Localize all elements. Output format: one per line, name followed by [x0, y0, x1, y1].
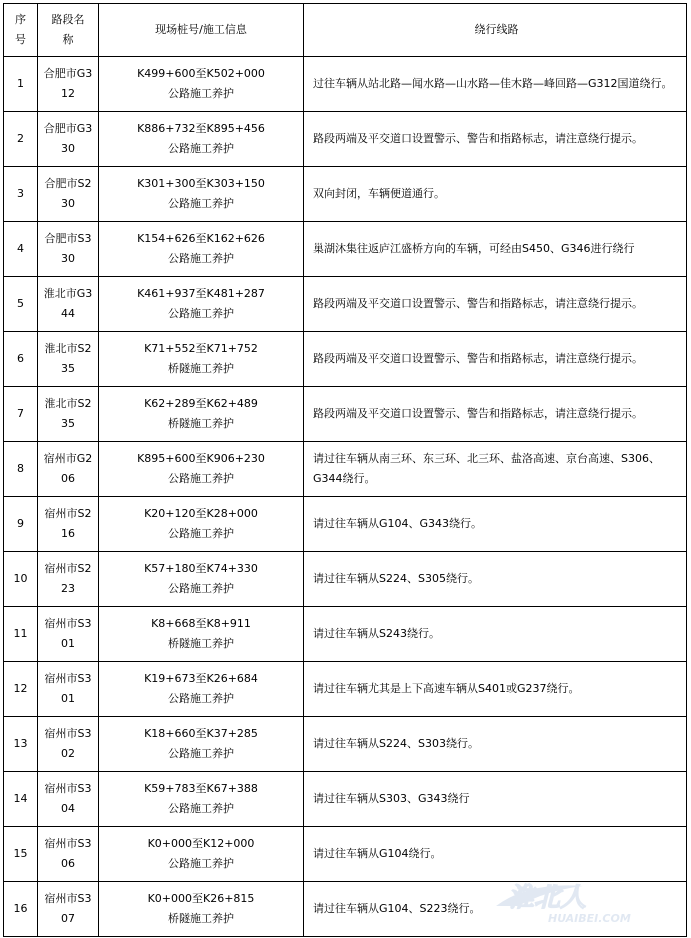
work-type: 公路施工养护 — [168, 472, 234, 485]
road-name — [38, 772, 99, 827]
header-no — [4, 4, 38, 57]
row-no: 1 — [4, 57, 38, 112]
work-type: 公路施工养护 — [168, 692, 234, 705]
stake-range: K62+289至K62+489 — [144, 397, 258, 410]
construction-info — [99, 882, 304, 937]
table-row — [4, 222, 687, 277]
road-name-line-1: 宿州市S3 — [44, 727, 92, 740]
table-row — [4, 882, 687, 937]
construction-info — [99, 717, 304, 772]
road-name — [38, 277, 99, 332]
detour-route: 请过往车辆尤其是上下高速车辆从S401或G237绕行。 — [304, 662, 687, 717]
row-no: 13 — [4, 717, 38, 772]
table-row — [4, 497, 687, 552]
table-row — [4, 277, 687, 332]
road-name — [38, 882, 99, 937]
road-name-line-1: 合肥市S2 — [44, 177, 92, 190]
detour-route: 路段两端及平交道口设置警示、警告和指路标志，请注意绕行提示。 — [304, 387, 687, 442]
construction-info — [99, 222, 304, 277]
road-name-line-2: 01 — [61, 692, 75, 705]
table-row — [4, 717, 687, 772]
road-name — [38, 497, 99, 552]
detour-route: 过往车辆从站北路—闻水路—山水路—佳木路—峰回路—G312国道绕行。 — [304, 57, 687, 112]
road-name-line-2: 35 — [61, 362, 75, 375]
stake-range: K59+783至K67+388 — [144, 782, 258, 795]
header-name — [38, 4, 99, 57]
detour-route: 请过往车辆从G104、S223绕行。 — [304, 882, 687, 937]
road-name-line-2: 06 — [61, 857, 75, 870]
table-row — [4, 387, 687, 442]
road-name-line-1: 宿州市S3 — [44, 617, 92, 630]
stake-range: K461+937至K481+287 — [137, 287, 265, 300]
table-row — [4, 442, 687, 497]
work-type: 公路施工养护 — [168, 582, 234, 595]
road-name-line-1: 宿州市S3 — [44, 782, 92, 795]
road-name-line-2: 30 — [61, 142, 75, 155]
row-no: 9 — [4, 497, 38, 552]
header-row — [4, 4, 687, 57]
table-row — [4, 167, 687, 222]
road-name-line-2: 02 — [61, 747, 75, 760]
row-no: 6 — [4, 332, 38, 387]
stake-range: K0+000至K12+000 — [147, 837, 255, 850]
work-type: 公路施工养护 — [168, 527, 234, 540]
detour-route: 路段两端及平交道口设置警示、警告和指路标志，请注意绕行提示。 — [304, 277, 687, 332]
table-row — [4, 112, 687, 167]
road-name-line-2: 16 — [61, 527, 75, 540]
stake-range: K20+120至K28+000 — [144, 507, 258, 520]
stake-range: K154+626至K162+626 — [137, 232, 265, 245]
road-name-line-1: 宿州市S3 — [44, 837, 92, 850]
road-name-line-2: 30 — [61, 197, 75, 210]
detour-route: 双向封闭，车辆便道通行。 — [304, 167, 687, 222]
table-row — [4, 332, 687, 387]
table-row — [4, 662, 687, 717]
construction-info — [99, 607, 304, 662]
road-name — [38, 332, 99, 387]
stake-range: K0+000至K26+815 — [147, 892, 255, 905]
construction-info — [99, 112, 304, 167]
work-type: 桥隧施工养护 — [168, 417, 234, 430]
road-name — [38, 552, 99, 607]
row-no: 15 — [4, 827, 38, 882]
construction-info — [99, 442, 304, 497]
work-type: 桥隧施工养护 — [168, 637, 234, 650]
road-name-line-2: 01 — [61, 637, 75, 650]
road-name-line-2: 04 — [61, 802, 75, 815]
work-type: 公路施工养护 — [168, 87, 234, 100]
row-no: 3 — [4, 167, 38, 222]
work-type: 桥隧施工养护 — [168, 362, 234, 375]
road-name-line-1: 淮北市S2 — [44, 397, 92, 410]
table-row — [4, 772, 687, 827]
row-no: 8 — [4, 442, 38, 497]
construction-info — [99, 332, 304, 387]
road-name-line-1: 宿州市S2 — [44, 562, 92, 575]
road-name — [38, 112, 99, 167]
detour-route: 请过往车辆从S224、S303绕行。 — [304, 717, 687, 772]
header-no-line-1: 序 — [15, 13, 26, 26]
road-name-line-2: 06 — [61, 472, 75, 485]
row-no: 14 — [4, 772, 38, 827]
road-name-line-1: 合肥市G3 — [43, 122, 93, 135]
construction-info — [99, 552, 304, 607]
detour-route: 请过往车辆从S243绕行。 — [304, 607, 687, 662]
road-name-line-1: 淮北市S2 — [44, 342, 92, 355]
road-name — [38, 167, 99, 222]
header-name-line-1: 路段名 — [51, 13, 85, 26]
work-type: 桥隧施工养护 — [168, 912, 234, 925]
detour-route: 请过往车辆从S303、G343绕行 — [304, 772, 687, 827]
construction-info — [99, 497, 304, 552]
table-row — [4, 827, 687, 882]
stake-range: K19+673至K26+684 — [144, 672, 258, 685]
header-route: 绕行线路 — [304, 4, 687, 57]
stake-range: K301+300至K303+150 — [137, 177, 265, 190]
table-row — [4, 552, 687, 607]
detour-table — [3, 3, 687, 937]
road-name-line-1: 合肥市S3 — [44, 232, 92, 245]
header-no-line-2: 号 — [15, 33, 26, 46]
table-body — [4, 57, 687, 937]
road-name — [38, 827, 99, 882]
road-name-line-2: 23 — [61, 582, 75, 595]
construction-info — [99, 772, 304, 827]
road-name-line-1: 淮北市G3 — [43, 287, 93, 300]
construction-info — [99, 827, 304, 882]
watermark-logo-text: 淮北人 — [508, 883, 587, 913]
road-name-line-2: 35 — [61, 417, 75, 430]
road-name — [38, 442, 99, 497]
work-type: 公路施工养护 — [168, 142, 234, 155]
road-name-line-1: 宿州市S3 — [44, 672, 92, 685]
road-name — [38, 387, 99, 442]
road-name — [38, 607, 99, 662]
stake-range: K886+732至K895+456 — [137, 122, 265, 135]
road-name-line-2: 12 — [61, 87, 75, 100]
construction-info — [99, 57, 304, 112]
row-no: 12 — [4, 662, 38, 717]
stake-range: K57+180至K74+330 — [144, 562, 258, 575]
stake-range: K8+668至K8+911 — [151, 617, 251, 630]
row-no: 11 — [4, 607, 38, 662]
road-name-line-1: 宿州市S2 — [44, 507, 92, 520]
detour-route: 巢湖沐集往返庐江盛桥方向的车辆，可经由S450、G346进行绕行 — [304, 222, 687, 277]
table-row — [4, 57, 687, 112]
detour-route: 请过往车辆从G104绕行。 — [304, 827, 687, 882]
row-no: 16 — [4, 882, 38, 937]
work-type: 公路施工养护 — [168, 307, 234, 320]
road-name — [38, 222, 99, 277]
detour-route: 请过往车辆从S224、S305绕行。 — [304, 552, 687, 607]
header-info: 现场桩号/施工信息 — [99, 4, 304, 57]
stake-range: K499+600至K502+000 — [137, 67, 265, 80]
row-no: 4 — [4, 222, 38, 277]
detour-route: 路段两端及平交道口设置警示、警告和指路标志，请注意绕行提示。 — [304, 112, 687, 167]
work-type: 公路施工养护 — [168, 252, 234, 265]
row-no: 5 — [4, 277, 38, 332]
work-type: 公路施工养护 — [168, 747, 234, 760]
road-name-line-2: 07 — [61, 912, 75, 925]
work-type: 公路施工养护 — [168, 857, 234, 870]
watermark-domain: HUAIBEI.COM — [548, 912, 631, 925]
work-type: 公路施工养护 — [168, 197, 234, 210]
work-type: 公路施工养护 — [168, 802, 234, 815]
construction-info — [99, 662, 304, 717]
construction-info — [99, 387, 304, 442]
road-name-line-1: 宿州市G2 — [43, 452, 93, 465]
detour-route: 请过往车辆从南三环、东三环、北三环、盐洛高速、京台高速、S306、G344绕行。 — [304, 442, 687, 497]
stake-range: K71+552至K71+752 — [144, 342, 258, 355]
road-name-line-1: 宿州市S3 — [44, 892, 92, 905]
road-name-line-2: 30 — [61, 252, 75, 265]
road-name — [38, 57, 99, 112]
road-name — [38, 717, 99, 772]
detour-route: 请过往车辆从G104、G343绕行。 — [304, 497, 687, 552]
road-name — [38, 662, 99, 717]
construction-info — [99, 277, 304, 332]
header-name-line-2: 称 — [62, 33, 74, 46]
construction-info — [99, 167, 304, 222]
row-no: 2 — [4, 112, 38, 167]
road-name-line-2: 44 — [61, 307, 75, 320]
table-row — [4, 607, 687, 662]
road-name-line-1: 合肥市G3 — [43, 67, 93, 80]
row-no: 7 — [4, 387, 38, 442]
row-no: 10 — [4, 552, 38, 607]
stake-range: K895+600至K906+230 — [137, 452, 265, 465]
stake-range: K18+660至K37+285 — [144, 727, 258, 740]
detour-route: 路段两端及平交道口设置警示、警告和指路标志，请注意绕行提示。 — [304, 332, 687, 387]
